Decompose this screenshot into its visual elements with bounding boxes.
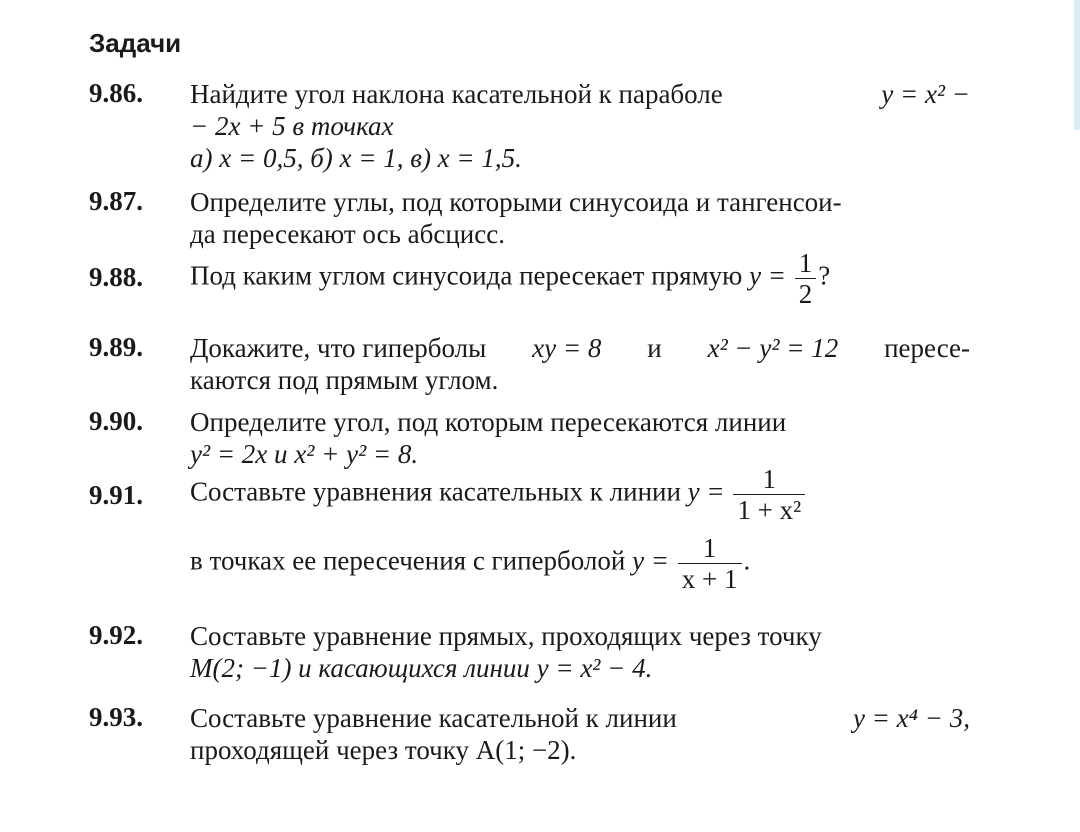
problem-number: 9.91. [89, 480, 143, 510]
formula: x² − y² = 12 [707, 333, 839, 363]
problem-number: 9.92. [89, 620, 143, 650]
fraction: $\frac{1}{2}$ [795, 248, 817, 309]
fraction: $\frac{1}{x + 1}$ [678, 533, 742, 594]
problem-text: Найдите угол наклона касательной к параболе [190, 79, 723, 109]
problem-number: 9.87. [89, 186, 143, 216]
problem-text: Определите угол, под которым пересекаются линии [190, 407, 787, 437]
problem-number: 9.90. [89, 406, 143, 436]
problem-number: 9.88. [89, 262, 143, 292]
problem-text: да пересекают ось абсцисс. [190, 219, 505, 249]
problem-text: каются под прямым углом. [190, 365, 499, 395]
problem-text: проходящей через точку A(1; −2). [190, 735, 577, 765]
formula: y = [749, 260, 787, 291]
answer-options: а) x = 0,5, б) x = 1, в) x = 1,5. [190, 143, 522, 173]
formula: y² = 2x и x² + y² = 8. [190, 439, 419, 469]
problem-text: Под каким углом синусоида пересекает прямую [190, 260, 743, 291]
problem-text: Составьте уравнения касательных к линии [190, 476, 681, 507]
section-heading: Задачи [89, 28, 182, 58]
problem-number: 9.89. [89, 332, 143, 362]
problem-number: 9.93. [89, 702, 143, 732]
formula: M(2; −1) и касающихся линии y = x² − 4. [190, 653, 653, 683]
problem-text: в точках ее пересечения с гиперболой [190, 545, 626, 576]
problem-number: 9.86. [89, 78, 143, 108]
page-edge [1074, 0, 1080, 130]
formula: y = x² − [881, 79, 970, 109]
fraction: $\frac{1}{\text{1 + x²}}$ [733, 464, 805, 525]
problem-text: Определите углы, под которыми синусоида и тангенсои- [190, 187, 842, 217]
problem-text: Составьте уравнение касательной к линии [190, 703, 677, 733]
formula: − 2x + 5 в точках [190, 111, 394, 141]
formula: y = x⁴ − 3, [852, 703, 970, 733]
problem-text: Составьте уравнение прямых, проходящих через точку [190, 621, 822, 651]
formula: xy = 8 [532, 333, 602, 363]
